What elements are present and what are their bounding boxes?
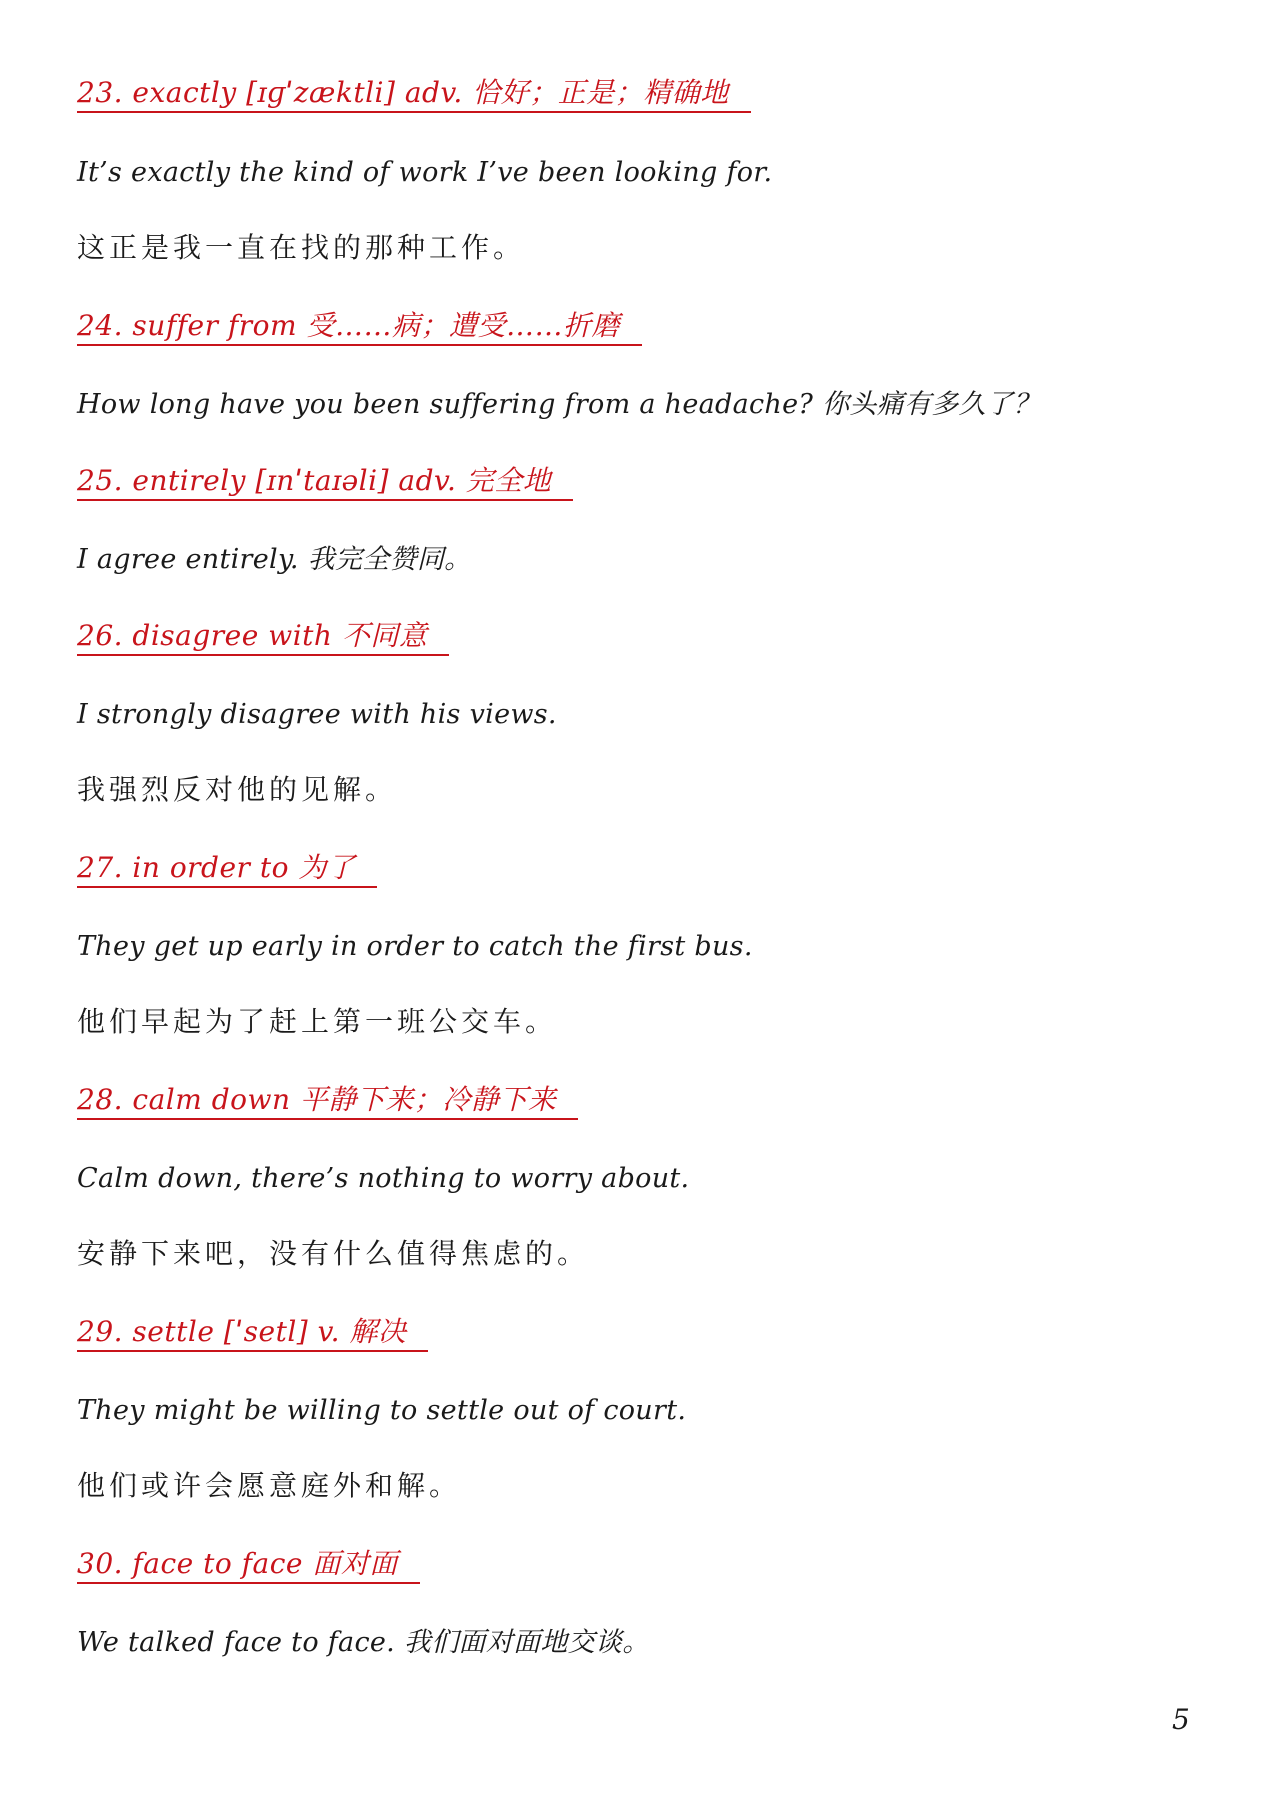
entry-28	[77, 1082, 1217, 1120]
example-sentence-cn: 安静下来吧，没有什么值得焦虑的。	[77, 1237, 590, 1270]
example-sentence-en: They might be willing to settle out of court.	[77, 1395, 687, 1426]
entry-heading: 26. disagree with 不同意	[77, 618, 449, 656]
entry-heading: 25. entirely [ɪnˈtaɪəli] adv. 完全地	[77, 463, 573, 501]
example-sentence-en: I strongly disagree with his views.	[77, 699, 557, 730]
entry-heading: 28. calm down 平静下来；冷静下来	[77, 1082, 578, 1120]
entry-24	[77, 308, 1217, 346]
example-sentence-en: Calm down, there’s nothing to worry about.	[77, 1163, 690, 1194]
entry-heading: 30. face to face 面对面	[77, 1546, 420, 1584]
entry-heading: 23. exactly [ɪɡˈzæktli] adv. 恰好；正是；精确地	[77, 75, 751, 113]
entry-heading: 27. in order to 为了	[77, 850, 377, 888]
example-sentence: How long have you been suffering from a headache? 你头痛有多久了？	[77, 389, 1041, 420]
page-number: 5	[1172, 1703, 1190, 1736]
entry-30	[77, 1546, 1217, 1584]
example-sentence-en: It’s exactly the kind of work I’ve been looking for.	[77, 157, 773, 188]
entry-heading: 24. suffer from 受……病；遭受……折磨	[77, 308, 642, 346]
example-sentence-en: They get up early in order to catch the first bus.	[77, 931, 753, 962]
example-sentence-cn: 这正是我一直在找的那种工作。	[77, 231, 526, 264]
example-sentence: We talked face to face. 我们面对面地交谈。	[77, 1627, 650, 1658]
example-sentence-cn: 他们早起为了赶上第一班公交车。	[77, 1005, 558, 1038]
entry-23	[77, 75, 1217, 113]
entry-27	[77, 850, 1217, 888]
example-sentence-cn: 我强烈反对他的见解。	[77, 773, 398, 806]
entry-heading: 29. settle [ˈsetl] v. 解决	[77, 1314, 428, 1352]
example-sentence-cn: 他们或许会愿意庭外和解。	[77, 1469, 462, 1502]
entry-26	[77, 618, 1217, 656]
entry-25	[77, 463, 1217, 501]
example-sentence: I agree entirely. 我完全赞同。	[77, 544, 472, 575]
entry-29	[77, 1314, 1217, 1352]
